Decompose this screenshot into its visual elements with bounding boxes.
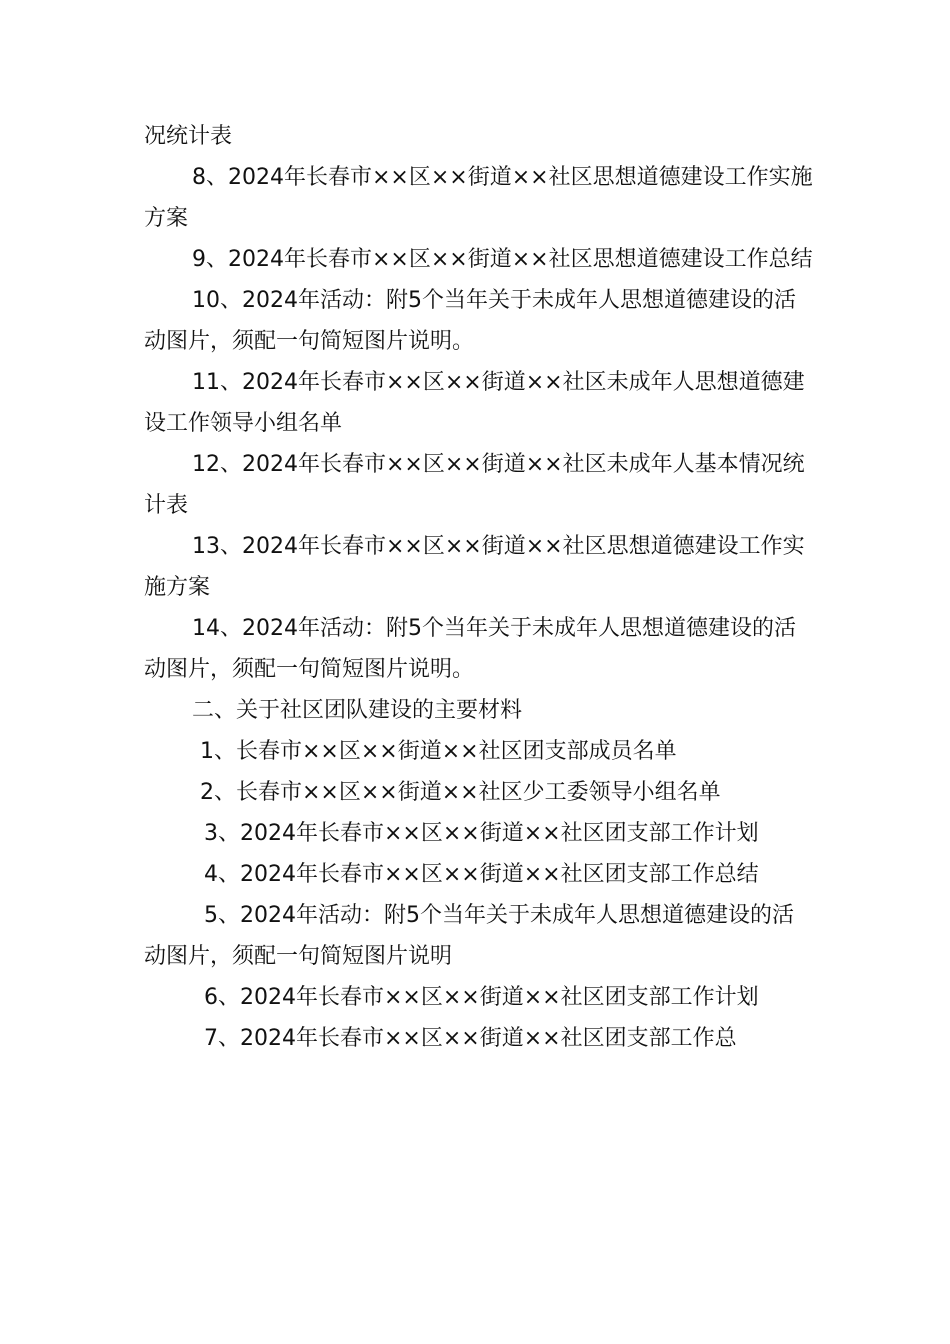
team-item-1: 1、长春市××区××街道××社区团支部成员名单 xyxy=(200,739,677,764)
team-item-2: 2、长春市××区××街道××社区少工委领导小组名单 xyxy=(200,780,721,805)
list-item-11: 11、2024年长春市××区××街道××社区未成年人思想道德建设工作领导小组名单 xyxy=(144,370,805,436)
list-item-9: 9、2024年长春市××区××街道××社区思想道德建设工作总结 xyxy=(192,247,813,272)
document-body xyxy=(144,116,814,1059)
list-item-10: 10、2024年活动：附5个当年关于未成年人思想道德建设的活动图片，须配一句简短图片说明。 xyxy=(144,288,796,354)
section-heading: 二、关于社区团队建设的主要材料 xyxy=(192,698,523,723)
team-item-5: 5、2024年活动：附5个当年关于未成年人思想道德建设的活动图片，须配一句简短图片说明 xyxy=(144,903,794,969)
paragraph-continuation: 况统计表 xyxy=(144,124,233,149)
team-item-7: 7、2024年长春市××区××街道××社区团支部工作总 xyxy=(204,1026,737,1051)
team-item-6: 6、2024年长春市××区××街道××社区团支部工作计划 xyxy=(204,985,759,1010)
team-item-4: 4、2024年长春市××区××街道××社区团支部工作总结 xyxy=(204,862,759,887)
list-item-12: 12、2024年长春市××区××街道××社区未成年人基本情况统计表 xyxy=(144,452,805,518)
list-item-13: 13、2024年长春市××区××街道××社区思想道德建设工作实施方案 xyxy=(144,534,805,600)
list-item-8: 8、2024年长春市××区××街道××社区思想道德建设工作实施方案 xyxy=(144,165,813,231)
list-item-14: 14、2024年活动：附5个当年关于未成年人思想道德建设的活动图片，须配一句简短图片说明。 xyxy=(144,616,796,682)
team-item-3: 3、2024年长春市××区××街道××社区团支部工作计划 xyxy=(204,821,759,846)
